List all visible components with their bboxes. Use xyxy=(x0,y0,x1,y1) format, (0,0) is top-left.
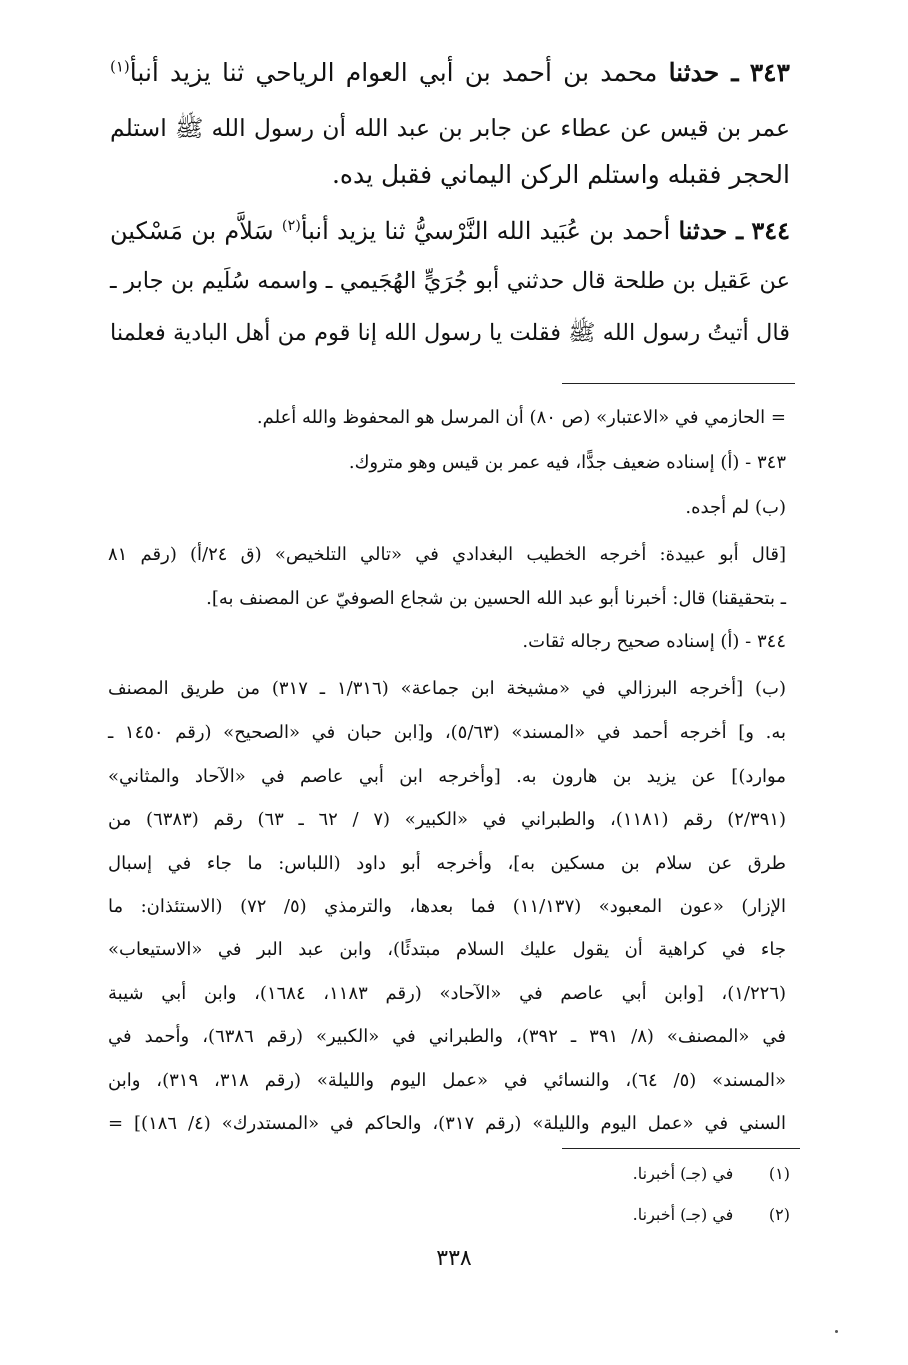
page-number: ٣٣٨ xyxy=(436,1246,472,1271)
hadith-344-line-1 xyxy=(110,216,790,246)
footnote-1 xyxy=(590,1163,790,1185)
note-line-16: «المسند» (٥/ ٦٤)، والنسائي في «عمل اليوم والليلة» (رقم ٣١٨، ٣١٩)، وابن xyxy=(108,1070,787,1091)
hadith-344-number: ٣٤٤ xyxy=(751,216,790,245)
hadith-344-lead: ـ حدثنا xyxy=(678,216,744,245)
footnote-1-mark: (١) xyxy=(768,1164,790,1183)
footnote-ref-2: (٢) xyxy=(281,218,301,234)
note-line-4: [قال أبو عبيدة: أخرجه الخطيب البغدادي في «تالي التلخيص» (ق ٢٤/أ) (رقم ٨١ xyxy=(108,544,786,565)
hadith-344-line-3: قال أتيتُ رسول الله ﷺ فقلت يا رسول الله إنا قوم من أهل البادية فعلمنا xyxy=(110,320,790,346)
hadith-344-isnad-tail: سَلاَّم بن مَسْكين xyxy=(110,217,274,245)
note-line-14: (١/٢٢٦)، [وابن أبي عاصم في «الآحاد» (رقم ١١٨٣، ١٦٨٤)، وابن أبي شيبة xyxy=(108,983,787,1004)
note-line-7: (ب) [أخرجه البرزالي في «مشيخة ابن جماعة» (١/٣١٦ ـ ٣١٧) من طريق المصنف xyxy=(108,678,787,699)
hadith-343-isnad: محمد بن أحمد بن أبي العوام الرياحي ثنا يزيد أنبأ xyxy=(129,58,658,87)
hadith-343-number: ٣٤٣ xyxy=(749,58,790,87)
note-line-2: ٣٤٣ - (أ) إسناده ضعيف جدًّا، فيه عمر بن قيس وهو متروك. xyxy=(348,452,786,473)
footnotes-separator xyxy=(562,1148,800,1149)
note-line-5: ـ بتحقيقنا) قال: أخبرنا أبو عبد الله الحسين بن شجاع الصوفيّ عن المصنف به]. xyxy=(206,588,786,609)
scan-speck xyxy=(835,1330,838,1333)
footnote-2-text: في (جـ) أخبرنا. xyxy=(632,1205,734,1224)
note-line-6: ٣٤٤ - (أ) إسناده صحيح رجاله ثقات. xyxy=(522,631,786,652)
hadith-343-line-1 xyxy=(110,58,790,88)
note-line-12: الإزار) «عون المعبود» (١١/١٣٧) فما بعدها، والترمذي (٥/ ٧٢) (الاستئذان: ما xyxy=(108,896,787,917)
note-line-1: = الحازمي في «الاعتبار» (ص ٨٠) أن المرسل هو المحفوظ والله أعلم. xyxy=(256,407,786,428)
note-line-9: موارد)] عن يزيد بن هارون به. [وأخرجه ابن أبي عاصم في «الآحاد والمثاني» xyxy=(108,766,786,787)
note-line-15: في «المصنف» (٨/ ٣٩١ ـ ٣٩٢)، والطبراني في «الكبير» (رقم ٦٣٨٦)، وأحمد في xyxy=(108,1026,787,1047)
footnote-1-text: في (جـ) أخبرنا. xyxy=(632,1164,734,1183)
note-line-10: (٢/٣٩١) رقم (١١٨١)، والطبراني في «الكبير» (٧ / ٦٢ ـ ٦٣) رقم (٦٣٨٣) من xyxy=(108,809,787,830)
hadith-344-isnad: أحمد بن عُبَيد الله النَّرْسيُّ ثنا يزيد أنبأ xyxy=(300,217,671,245)
hadith-343-line-2: عمر بن قيس عن عطاء عن جابر بن عبد الله أن رسول الله ﷺ استلم xyxy=(110,114,790,142)
note-line-8: به. و] أخرجه أحمد في «المسند» (٥/٦٣)، و[ابن حبان في «الصحيح» (رقم ١٤٥٠ ـ xyxy=(108,722,786,743)
footnote-2 xyxy=(590,1204,790,1226)
note-line-17: السني في «عمل اليوم والليلة» (رقم ٣١٧)، والحاكم في «المستدرك» (٤/ ١٨٦)] = xyxy=(108,1113,786,1134)
hadith-343-line-3: الحجر فقبله واستلم الركن اليماني فقبل يده. xyxy=(331,160,790,189)
note-line-13: جاء في كراهية أن يقول عليك السلام مبتدئًا)، وابن عبد البر في «الاستيعاب» xyxy=(108,939,786,960)
note-line-11: طرق عن سلام بن مسكين به]، وأخرجه أبو داود (اللباس: ما جاء في إسبال xyxy=(108,853,786,874)
hadith-343-lead: ـ حدثنا xyxy=(668,58,739,87)
notes-separator xyxy=(562,383,795,384)
hadith-344-line-2: عن عَقيل بن طلحة قال حدثني أبو جُرَيٍّ الهُجَيمي ـ واسمه سُلَيم بن جابر ـ xyxy=(110,268,790,294)
footnote-ref-1: (١) xyxy=(110,57,130,76)
note-line-3: (ب) لم أجده. xyxy=(685,497,786,518)
footnote-2-mark: (٢) xyxy=(768,1205,790,1224)
